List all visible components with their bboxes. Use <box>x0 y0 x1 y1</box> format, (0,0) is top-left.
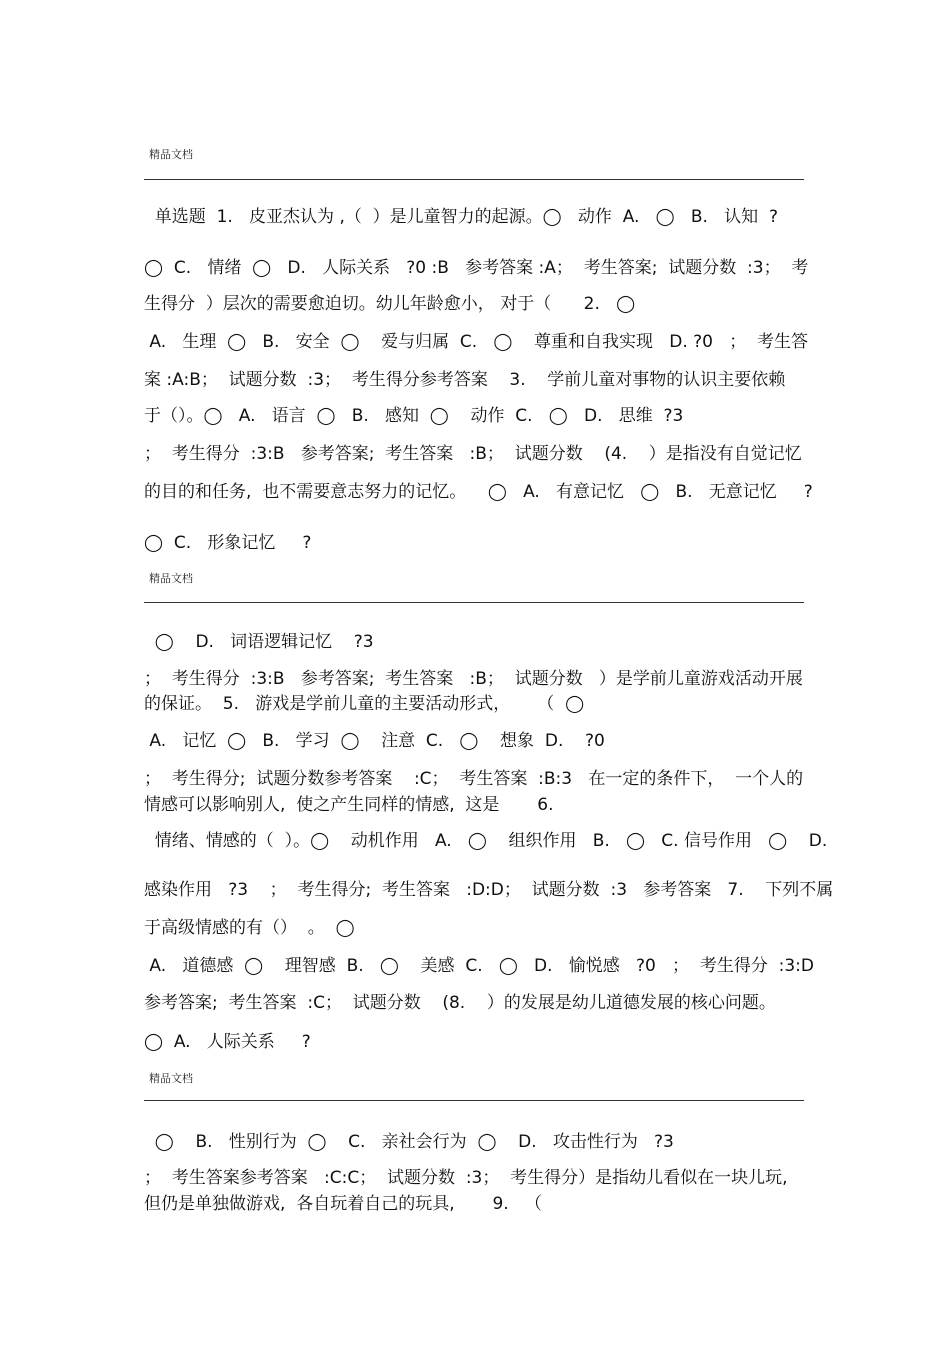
text-line: ◯ C. 形象记忆 ? <box>144 533 312 553</box>
page-header-2: 精品文档 <box>149 572 193 585</box>
text-line: A. 记忆 ◯ B. 学习 ◯ 注意 C. ◯ 想象 D. ?0 <box>144 731 605 751</box>
text-line: ； 考生得分 :3:B 参考答案; 考生答案 :B； 试题分数 (4. ）是指没有自觉记忆 <box>144 444 802 464</box>
text-line: ◯ C. 情绪 ◯ D. 人际关系 ?0 :B 参考答案 :A； 考生答案; 试题分数 :3； 考 <box>144 258 809 278</box>
header-rule-3 <box>144 1100 804 1101</box>
text-line: ； 考生得分; 试题分数参考答案 :C； 考生答案 :B:3 在一定的条件下， 一个人的 <box>144 769 804 789</box>
text-line: 感染作用 ?3 ； 考生得分; 考生答案 :D:D； 试题分数 :3 参考答案 7. 下列不属 <box>144 880 834 900</box>
text-line: ； 考生答案参考答案 :C:C； 试题分数 :3； 考生得分）是指幼儿看似在一块儿玩, <box>144 1168 788 1188</box>
text-line: ◯ A. 人际关系 ? <box>144 1032 311 1052</box>
text-line: 案 :A:B； 试题分数 :3； 考生得分参考答案 3. 学前儿童对事物的认识主要依赖 <box>144 370 786 390</box>
text-line: ◯ B. 性别行为 ◯ C. 亲社会行为 ◯ D. 攻击性行为 ?3 <box>144 1132 674 1152</box>
text-line: 情感可以影响别人, 使之产生同样的情感, 这是 6. <box>144 795 554 815</box>
header-rule-1 <box>144 179 804 180</box>
page-header-3: 精品文档 <box>149 1072 193 1085</box>
text-line: 于高级情感的有（） 。 ◯ <box>144 918 355 938</box>
text-line: A. 道德感 ◯ 理智感 B. ◯ 美感 C. ◯ D. 愉悦感 ?0 ； 考生得分 :3:D <box>144 956 814 976</box>
text-line: ； 考生得分 :3:B 参考答案; 考生答案 :B； 试题分数 ）是学前儿童游戏活动开展 <box>144 669 803 689</box>
text-line: 生得分 ）层次的需要愈迫切。幼儿年龄愈小， 对于（ 2. ◯ <box>144 294 636 314</box>
text-line: 但仍是单独做游戏, 各自玩着自己的玩具, 9. （ <box>144 1194 542 1214</box>
text-line: 情绪、情感的（ ）。◯ 动机作用 A. ◯ 组织作用 B. ◯ C. 信号作用 ◯ D. <box>144 831 828 851</box>
text-line: 于（）。◯ A. 语言 ◯ B. 感知 ◯ 动作 C. ◯ D. 思维 ?3 <box>144 406 684 426</box>
text-line: A. 生理 ◯ B. 安全 ◯ 爱与归属 C. ◯ 尊重和自我实现 D. ?0 ； 考生答 <box>144 332 809 352</box>
text-line: 单选题 1. 皮亚杰认为 ,（ ）是儿童智力的起源。◯ 动作 A. ◯ B. 认知 ? <box>144 207 778 227</box>
page-header-1: 精品文档 <box>149 148 193 161</box>
text-line: ◯ D. 词语逻辑记忆 ?3 <box>144 632 374 652</box>
header-rule-2 <box>144 602 804 603</box>
text-line: 参考答案; 考生答案 :C； 试题分数 (8. ）的发展是幼儿道德发展的核心问题。 <box>144 993 776 1013</box>
text-line: 的目的和任务, 也不需要意志努力的记忆。 ◯ A. 有意记忆 ◯ B. 无意记忆 ? <box>144 482 813 502</box>
text-line: 的保证。 5. 游戏是学前儿童的主要活动形式， （ ◯ <box>144 694 585 714</box>
